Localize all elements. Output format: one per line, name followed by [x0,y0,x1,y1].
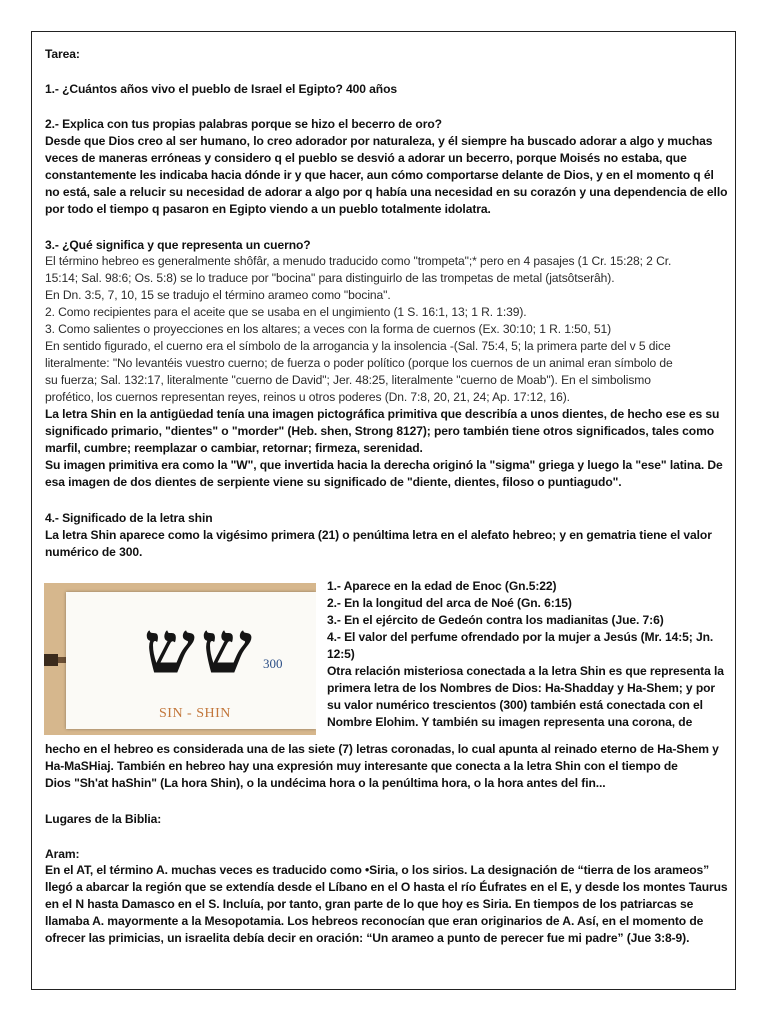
side-text-line: Nombre Elohim. Y también su imagen representa una corona, de [327,715,693,729]
text-line: La letra Shin aparece como la vigésimo primera (21) o penúltima letra en el alefato hebreo; y en gematria tiene el valor [45,528,712,542]
text-line: Aram: [45,847,80,861]
sin-shin-illustration [44,583,316,735]
text-line: 2.- Explica con tus propias palabras porque se hizo el becerro de oro? [45,117,442,131]
text-line: su fuerza; Sal. 132:17, literalmente "cuerno de David"; Jer. 48:25, literalmente "cuerno de Moab"). En el simbolismo [45,373,651,387]
text-line: literalmente: "No levantéis vuestro cuerno; de fuerza o poder político (porque los cuernos de un animal eran símbolo de [45,356,673,370]
text-line: constantemente les indicaba hacia dónde ir y que hacer, aun cómo comportarse delante de Dios, y en el momento q él [45,168,714,182]
text-line: en el N hasta Damasco en el S. Incluía, por tanto, gran parte de lo que hoy es Siria. En tiempos de los patriarcas se [45,897,694,911]
text-line: 4.- Significado de la letra shin [45,511,213,525]
side-text-line: primera letra de los Nombres de Dios: Ha-Shadday y Ha-Shem; y por [327,681,716,695]
text-line: llamaba A. mayormente a la Mesopotamia. Los hebreos reconocían que eran originarios de A. Así, en el momento de [45,914,704,928]
gematria-value: 300 [263,656,283,671]
text-line: por todo el tiempo q pasaron en Egipto viendo a un pueblo totalmente idolatra. [45,202,491,216]
side-text-line: 12:5) [327,647,355,661]
text-line: esa imagen de dos dientes de serpiente viene su significado de "diente, dientes, filoso o puntiagudo". [45,475,622,489]
text-line: En el AT, el término A. muchas veces es traducido como •Siria, o los sirios. La designación de “tierra de los arameos” [45,863,710,877]
side-text-line: Otra relación misteriosa conectada a la letra Shin es que representa la [327,664,724,678]
text-line: 1.- ¿Cuántos años vivo el pueblo de Israel el Egipto? 400 años [45,82,397,96]
side-text-line: 2.- En la longitud del arca de Noé (Gn. 6:15) [327,596,572,610]
text-line: Tarea: [45,47,80,61]
shin-card [66,592,316,729]
image-caption: SIN - SHIN [159,706,231,721]
text-line: 3.- ¿Qué significa y que representa un cuerno? [45,238,311,252]
side-text-line: 4.- El valor del perfume ofrendado por la mujer a Jesús (Mr. 14:5; Jn. [327,630,714,644]
text-line: significado primario, "dientes" o "morder" (Heb. shen, Strong 8127); pero también tiene otros significados, tales como [45,424,715,438]
text-line: numérico de 300. [45,545,143,559]
side-text-line: 3.- En el ejército de Gedeón contra los madianitas (Jue. 7:6) [327,613,664,627]
text-line: profético, los cuernos representan reyes, reinos u otros poderes (Dn. 7:8, 20, 21, 24; Ap. 17:12, 16). [45,390,570,404]
bar-end-left [44,654,58,666]
text-line: Ha-MaSHiaj. También en hebreo hay una expresión muy interesante que conecta a la letra Shin con el tiempo de [45,759,678,773]
text-line: En Dn. 3:5, 7, 10, 15 se tradujo el término arameo como "bocina". [45,288,391,302]
text-line: hecho en el hebreo es considerada una de las siete (7) letras coronadas, lo cual apunta al reinado eterno de Ha-Shem y [45,742,719,756]
text-line: 3. Como salientes o proyecciones en los altares; a veces con la forma de cuernos (Ex. 30:10; 1 R. 1:50, 51) [45,322,612,336]
hebrew-shin-letters: שש [144,605,258,690]
text-line: ofrecer las primicias, un israelita debía decir en oración: “Un arameo a punto de perecer fue mi padre” (Jue 3:8-9). [45,931,690,945]
text-line: no está, sale a relucir su necesidad de adorar a algo por q había una necesidad en su corazón y una dependencia de ello [45,185,728,199]
text-line: veces de maneras erróneas y considero q el pueblo se desvió a adorar un becerro, porque Moisés no estaba, que [45,151,687,165]
side-text-line: 1.- Aparece en la edad de Enoc (Gn.5:22) [327,579,557,593]
text-line: Dios "Sh'at haShin" (La hora Shin), o la undécima hora o la penúltima hora, o la hora antes del fin... [45,776,606,790]
text-line: llegó a abarcar la región que se extendía desde el Líbano en el O hasta el río Éufrates en el E, y desde los montes Taurus [45,880,728,894]
text-line: En sentido figurado, el cuerno era el símbolo de la arrogancia y la insolencia -(Sal. 75:4, 5; la primera parte del v 5 dice [45,339,671,353]
text-line: 2. Como recipientes para el aceite que se usaba en el ungimiento (1 S. 16:1, 13; 1 R. 1:39). [45,305,527,319]
text-line: 15:14; Sal. 98:6; Os. 5:8) se lo traduce por "bocina" para distinguirlo de las trompetas de metal (jatsôtserâh). [45,271,615,285]
side-text-line: su valor numérico trescientos (300) también está conectada con el [327,698,703,712]
text-line: Desde que Dios creo al ser humano, lo creo adorador por naturaleza, y él siempre ha buscado adorar a algo y muchas [45,134,713,148]
text-line: marfil, cumbre; reemplazar o cambiar, retornar; firmeza, serenidad. [45,441,423,455]
text-line: Lugares de la Biblia: [45,812,162,826]
text-line: La letra Shin en la antigüedad tenía una imagen pictográfica primitiva que describía a unos dientes, de hecho ese es su [45,407,720,421]
text-line: El término hebreo es generalmente shôfâr, a menudo traducido como "trompeta";* pero en 4 pasajes (1 Cr. 15:28; 2 Cr. [45,254,672,268]
text-line: Su imagen primitiva era como la "W", que invertida hacia la derecha originó la "sigma" griega y luego la "ese" latina. De [45,458,723,472]
